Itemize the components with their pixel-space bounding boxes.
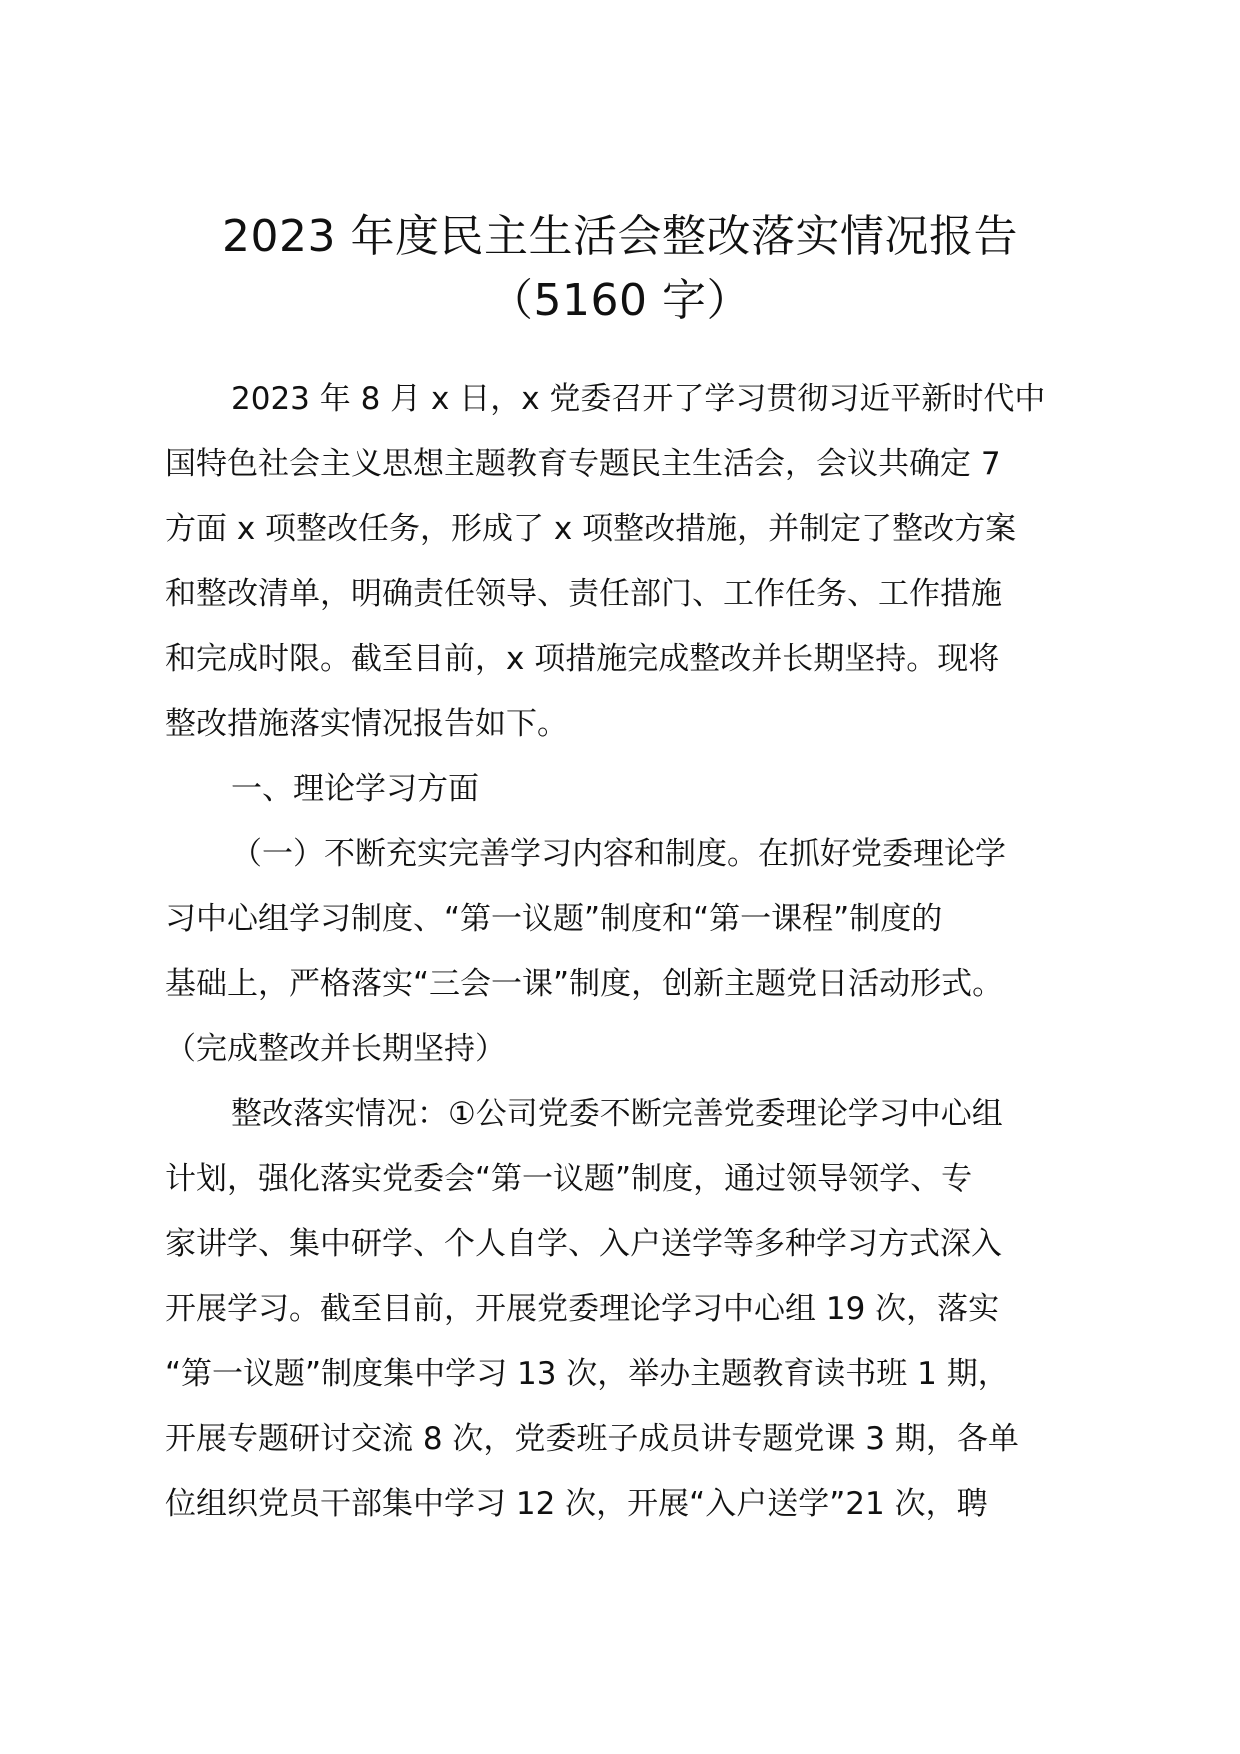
title-line-wordcount: （5160 字） — [489, 275, 751, 326]
body-line: 位组织党员干部集中学习 12 次，开展“入户送学”21 次，聘 — [165, 1486, 988, 1522]
document-title — [0, 205, 1240, 333]
body-line: （完成整改并长期坚持） — [165, 1031, 506, 1067]
body-line: （一）不断充实完善学习内容和制度。在抓好党委理论学 — [231, 836, 1006, 872]
body-line: 2023 年 8 月 x 日，x 党委召开了学习贯彻习近平新时代中 — [231, 381, 1046, 417]
body-line: 整改措施落实情况报告如下。 — [165, 706, 568, 742]
body-line: 习中心组学习制度、“第一议题”制度和“第一课程”制度的 — [165, 901, 943, 937]
body-line: 国特色社会主义思想主题教育专题民主生活会，会议共确定 7 — [165, 446, 1001, 482]
document-body — [165, 367, 1095, 1537]
body-line: 方面 x 项整改任务，形成了 x 项整改措施，并制定了整改方案 — [165, 511, 1017, 547]
body-line: 基础上，严格落实“三会一课”制度，创新主题党日活动形式。 — [165, 966, 1004, 1002]
body-line: “第一议题”制度集中学习 13 次，举办主题教育读书班 1 期， — [165, 1356, 1009, 1392]
body-line: 和整改清单，明确责任领导、责任部门、工作任务、工作措施 — [165, 576, 1002, 612]
body-line: 和完成时限。截至目前，x 项措施完成整改并长期坚持。现将 — [165, 641, 1000, 677]
body-line: 家讲学、集中研学、个人自学、入户送学等多种学习方式深入 — [165, 1226, 1002, 1262]
body-line: 开展学习。截至目前，开展党委理论学习中心组 19 次，落实 — [165, 1291, 1000, 1327]
body-line: 计划，强化落实党委会“第一议题”制度，通过领导领学、专 — [165, 1161, 973, 1197]
title-line-main: 2023 年度民主生活会整改落实情况报告 — [222, 211, 1018, 262]
body-line: 一、理论学习方面 — [231, 771, 479, 807]
body-line: 开展专题研讨交流 8 次，党委班子成员讲专题党课 3 期，各单 — [165, 1421, 1019, 1457]
body-line: 整改落实情况：①公司党委不断完善党委理论学习中心组 — [231, 1096, 1003, 1132]
